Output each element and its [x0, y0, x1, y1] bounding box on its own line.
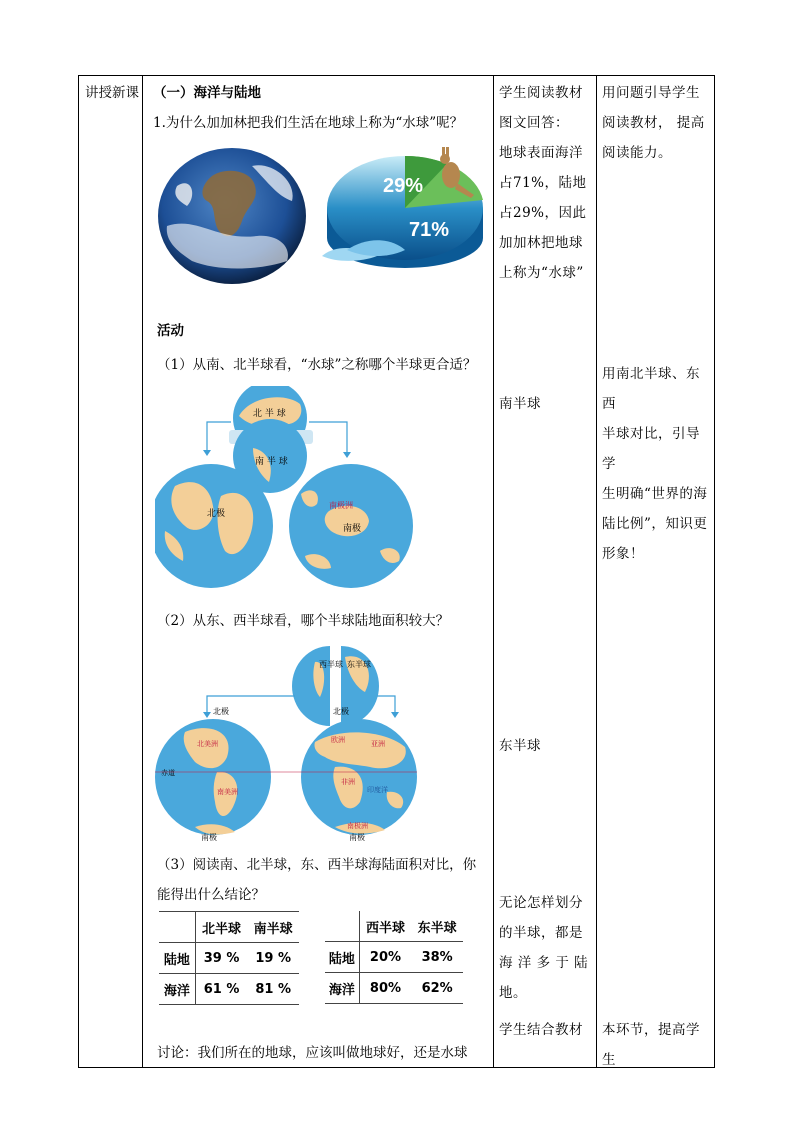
table-row-label: 陆地 [159, 943, 195, 974]
north-south-data-table [159, 911, 299, 1005]
table-cell: 20% [359, 942, 411, 973]
north-pole-label-west: 北极 [213, 707, 229, 716]
europe-label: 欧洲 [331, 736, 345, 744]
indian-ocean-label: 印度洋 [367, 786, 388, 794]
north-pole-label: 北极 [207, 509, 226, 519]
section-title: （一）海洋与陆地 [153, 85, 261, 101]
table-cell: 81 % [247, 974, 299, 1005]
africa-label: 非洲 [341, 778, 355, 786]
discussion-text: 讨论：我们所在的地球，应该叫做地球好，还是水球 [157, 1045, 468, 1061]
earth-photo [157, 146, 307, 286]
table-row-label: 海洋 [325, 973, 359, 1004]
table-row-label: 陆地 [325, 942, 359, 973]
west-hemisphere-label: 西半球 [319, 660, 343, 669]
south-pole-label-west: 南极 [201, 833, 217, 842]
table-divider [596, 76, 597, 1067]
teacher-note-3: 本环节，提高学生 [602, 1022, 700, 1068]
south-pole-label: 南极 [343, 524, 362, 534]
pie-ocean-label: 71% [409, 219, 450, 241]
east-west-data-table [325, 911, 463, 1004]
ocean-land-pie-chart [307, 138, 487, 278]
table-header: 南半球 [247, 912, 299, 943]
table-divider [493, 76, 494, 1067]
student-answer-4: 无论怎样划分 的半球，都是 海 洋 多 于 陆 地。 [499, 895, 589, 1001]
table-cell: 80% [359, 973, 411, 1004]
east-west-hemisphere-map [155, 642, 417, 842]
activity-question-1: （1）从南、北半球看，“水球”之称哪个半球更合适？ [157, 357, 477, 373]
teacher-note-2: 用南北半球、东西 半球对比，引导学 生明确“世界的海 陆比例”，知识更 形象！ [602, 366, 708, 562]
activity-question-3-line1: （3）阅读南、北半球，东、西半球海陆面积对比，你 [157, 857, 477, 873]
table-divider [142, 76, 143, 1067]
south-hemisphere-label: 南 半 球 [255, 457, 288, 467]
activity-question-3-line2: 能得出什么结论？ [157, 887, 265, 903]
table-cell: 38% [411, 942, 463, 973]
east-hemisphere-label: 东半球 [347, 660, 371, 669]
antarctica-label-east: 南极洲 [347, 822, 368, 830]
student-answer-3: 东半球 [499, 738, 541, 754]
table-cell: 62% [411, 973, 463, 1004]
table-cell: 61 % [195, 974, 247, 1005]
asia-label: 亚洲 [371, 740, 385, 748]
table-header: 东半球 [411, 911, 463, 942]
north-america-label: 北美洲 [197, 740, 218, 748]
table-header: 北半球 [195, 912, 247, 943]
lesson-table [78, 75, 715, 1068]
north-pole-label-east: 北极 [333, 707, 349, 716]
table-cell: 19 % [247, 943, 299, 974]
north-hemisphere-label: 北 半 球 [253, 409, 286, 419]
activity-title: 活动 [157, 323, 184, 339]
south-pole-label-east: 南极 [349, 833, 365, 842]
table-row-label: 海洋 [159, 974, 195, 1005]
table-cell: 39 % [195, 943, 247, 974]
south-america-label: 南美洲 [217, 788, 238, 796]
activity-question-2: （2）从东、西半球看，哪个半球陆地面积较大？ [157, 613, 450, 629]
antarctica-label: 南极洲 [329, 501, 353, 510]
teacher-note-1: 用问题引导学生 阅读教材， 提高 阅读能力。 [602, 85, 705, 161]
row-label: 讲授新课 [85, 85, 139, 101]
equator-label: 赤道 [161, 769, 175, 777]
table-header: 西半球 [359, 911, 411, 942]
student-answer-2: 南半球 [499, 396, 541, 412]
pie-land-label: 29% [383, 175, 424, 197]
student-answer-1: 学生阅读教材 图文回答： 地球表面海洋 占71%，陆地 占29%，因此 加加林把地球 上称为“水球” [499, 85, 587, 281]
north-south-hemisphere-map [155, 386, 415, 591]
student-answer-5: 学生结合教材 [499, 1022, 583, 1038]
question-1: 1.为什么加加林把我们生活在地球上称为“水球”呢？ [153, 115, 464, 131]
